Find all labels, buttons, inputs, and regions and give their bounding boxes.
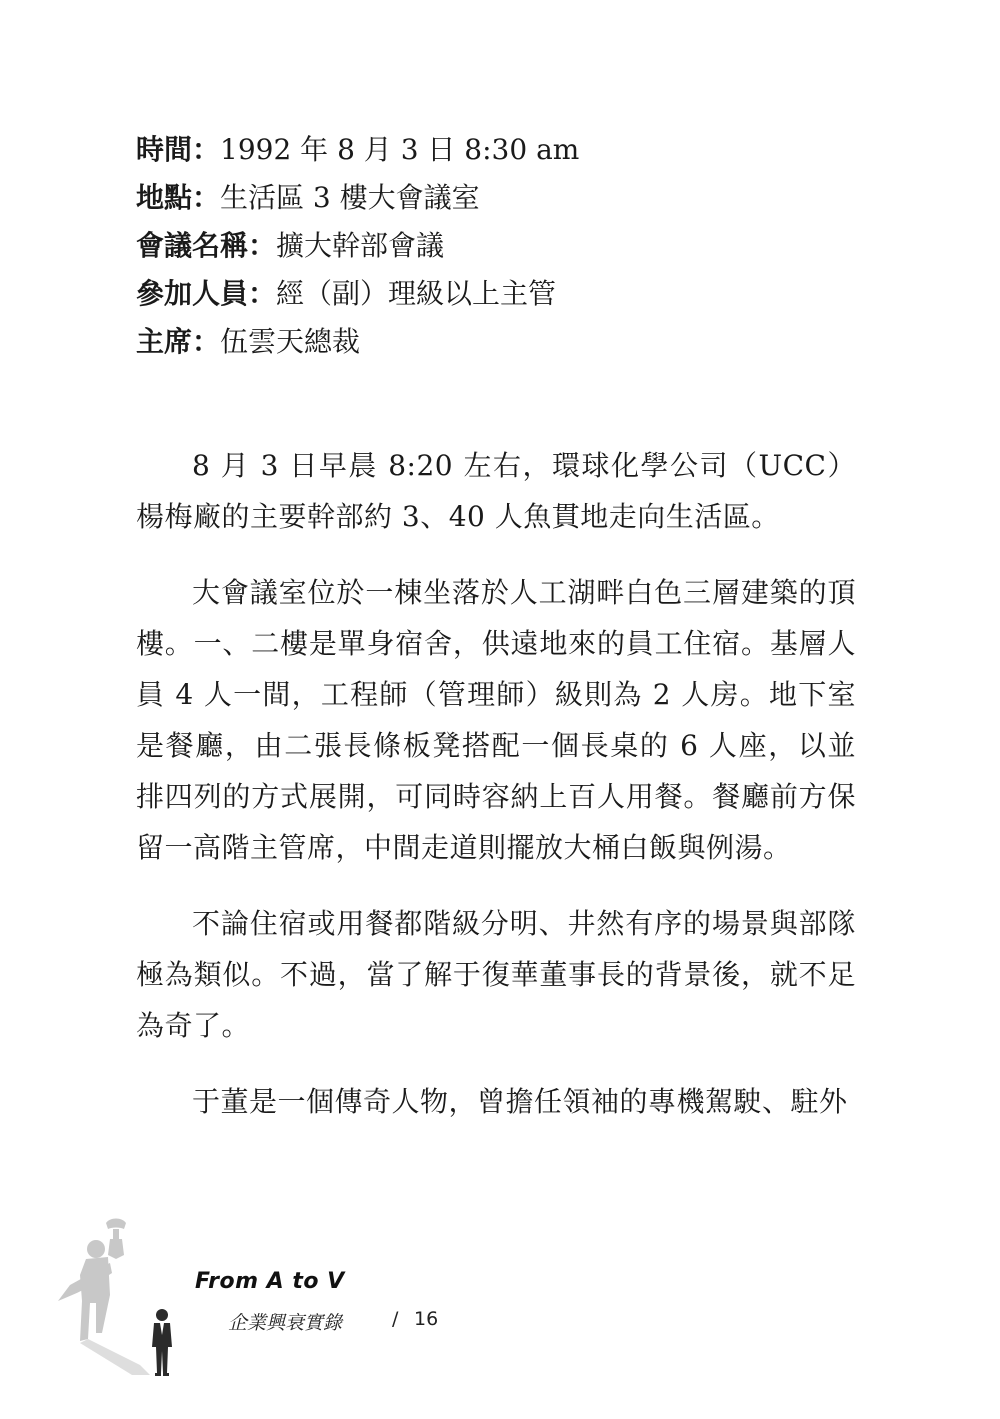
meta-time-label: 時間： <box>136 133 221 166</box>
meta-chair-label: 主席： <box>136 325 221 358</box>
page-number: 16 <box>414 1308 439 1330</box>
paragraph: 大會議室位於一棟坐落於人工湖畔白色三層建築的頂樓。一、二樓是單身宿舍，供遠地來的員工住宿。基層人員 4 人一間，工程師（管理師）級則為 2 人房。地下室是餐廳，由二張長條板凳搭配一個長桌的 6 人座，以並排四列的方式展開，可同時容納上百人用餐。餐廳前方保留一高階主管席，中間走道則擺放大桶白飯與例湯。 <box>136 576 856 864</box>
meta-chair <box>136 318 876 366</box>
body-text <box>136 440 856 1152</box>
meta-meeting-name <box>136 222 876 270</box>
meeting-info <box>136 126 876 366</box>
meta-time <box>136 126 876 174</box>
meta-attendees <box>136 270 876 318</box>
meta-attendees-value: 經（副）理級以上主管 <box>276 277 557 310</box>
book-subtitle: 企業興衰實錄 <box>228 1312 343 1334</box>
meta-location-label: 地點： <box>136 181 221 214</box>
page-footer <box>50 1215 550 1385</box>
meta-attendees-label: 參加人員： <box>136 277 277 310</box>
paragraph: 于董是一個傳奇人物，曾擔任領袖的專機駕駛、駐外 <box>192 1085 848 1118</box>
page-separator: / <box>392 1308 399 1330</box>
shadow-silhouette <box>58 1219 150 1376</box>
paragraph: 8 月 3 日早晨 8:20 左右，環球化學公司（UCC）楊梅廠的主要幹部約 3、40 人魚貫地走向生活區。 <box>136 449 856 533</box>
meta-meeting-name-value: 擴大幹部會議 <box>276 229 445 262</box>
meta-time-value: 1992 年 8 月 3 日 8:30 am <box>220 133 580 166</box>
businessman-figure <box>152 1309 172 1376</box>
meta-location-value: 生活區 3 樓大會議室 <box>220 181 480 214</box>
meta-meeting-name-label: 會議名稱： <box>136 229 277 262</box>
meta-location <box>136 174 876 222</box>
businessman-shadow-logo <box>50 1215 210 1385</box>
paragraph: 不論住宿或用餐都階級分明、井然有序的場景與部隊極為類似。不過，當了解于復華董事長的背景後，就不足為奇了。 <box>136 907 856 1042</box>
book-title: From A to V <box>195 1269 345 1294</box>
meta-chair-value: 伍雲天總裁 <box>220 325 361 358</box>
